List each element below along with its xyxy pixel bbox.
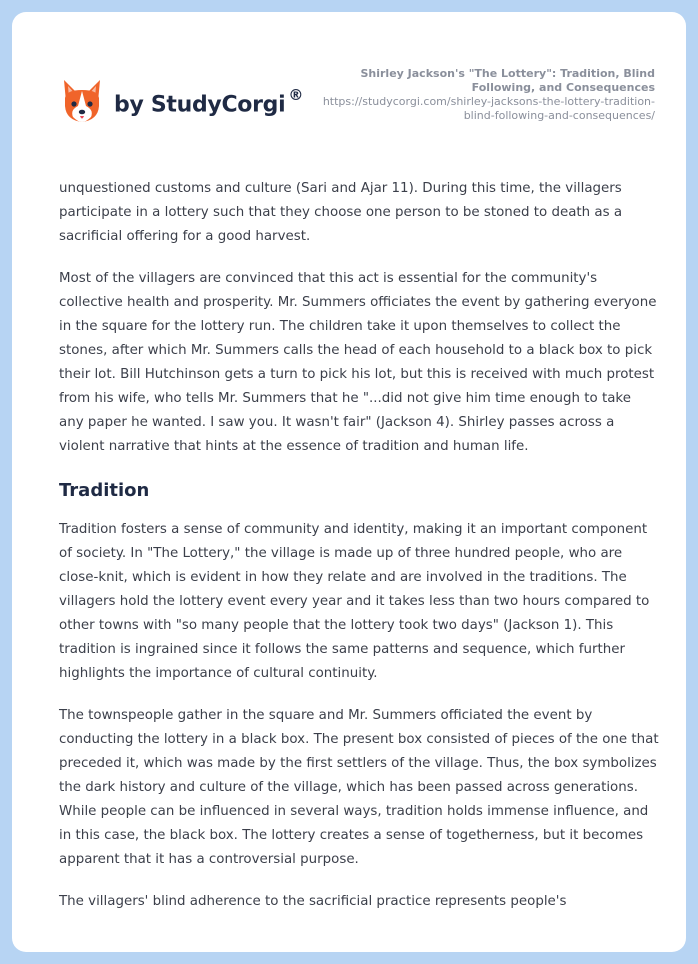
paragraph: Tradition fosters a sense of community and identity, making it an important component of society. In "The Lottery," the village is made up of three hundred people, who are close-knit, which is evident in how they relate and are involved in the traditions. The villagers hold the lottery event every year and it takes less than two hours compared to other towns with "so many people that the lottery took two days" (Jackson 1). This tradition is ingrained since it follows the same patterns and sequence, which further highlights the importance of cultural continuity.	[59, 522, 650, 681]
document-meta	[295, 67, 655, 123]
document-page	[12, 12, 686, 952]
document-title: Shirley Jackson's "The Lottery": Tradition, Blind Following, and Consequences	[360, 67, 655, 94]
paragraph: unquestioned customs and culture (Sari and Ajar 11). During this time, the villagers participate in a lottery such that they choose one person to be stoned to death as a sacrificial offering for a good harvest.	[59, 181, 623, 244]
brand-name: by StudyCorgi ®	[114, 85, 304, 118]
document-url[interactable]: https://studycorgi.com/shirley-jacksons-the-lottery-tradition-blind-following-and-consequences/	[322, 95, 655, 122]
paragraph: Most of the villagers are convinced that this act is essential for the community's collective health and prosperity. Mr. Summers officiates the event by gathering everyone in the square for the lottery run. The children take it upon themselves to collect the stones, after which Mr. Summers calls the head of each household to a black box to pick their lot. Bill Hutchinson gets a turn to pick his lot, but this is received with much protest from his wife, who tells Mr. Summers that he "...did not give him time enough to take any paper he wanted. I saw you. It wasn't fair" (Jackson 4). Shirley passes across a violent narrative that hints at the essence of tradition and human life.	[59, 271, 657, 454]
corgi-logo-icon	[60, 76, 104, 124]
paragraph: The villagers' blind adherence to the sacrificial practice represents people's	[59, 894, 567, 909]
studycorgi-logo[interactable]	[60, 76, 303, 124]
article-content	[59, 177, 659, 932]
section-heading: Tradition	[59, 480, 150, 501]
registered-mark: ®	[288, 85, 304, 104]
paragraph: The townspeople gather in the square and Mr. Summers officiated the event by conducting the lottery in a black box. The present box consisted of pieces of the one that preceded it, which was made by the first settlers of the village. Thus, the box symbolizes the dark history and culture of the village, which has been passed across generations. While people can be influenced in several ways, tradition holds immense influence, and in this case, the black box. The lottery creates a sense of togetherness, but it becomes apparent that it has a controversial purpose.	[59, 708, 659, 867]
